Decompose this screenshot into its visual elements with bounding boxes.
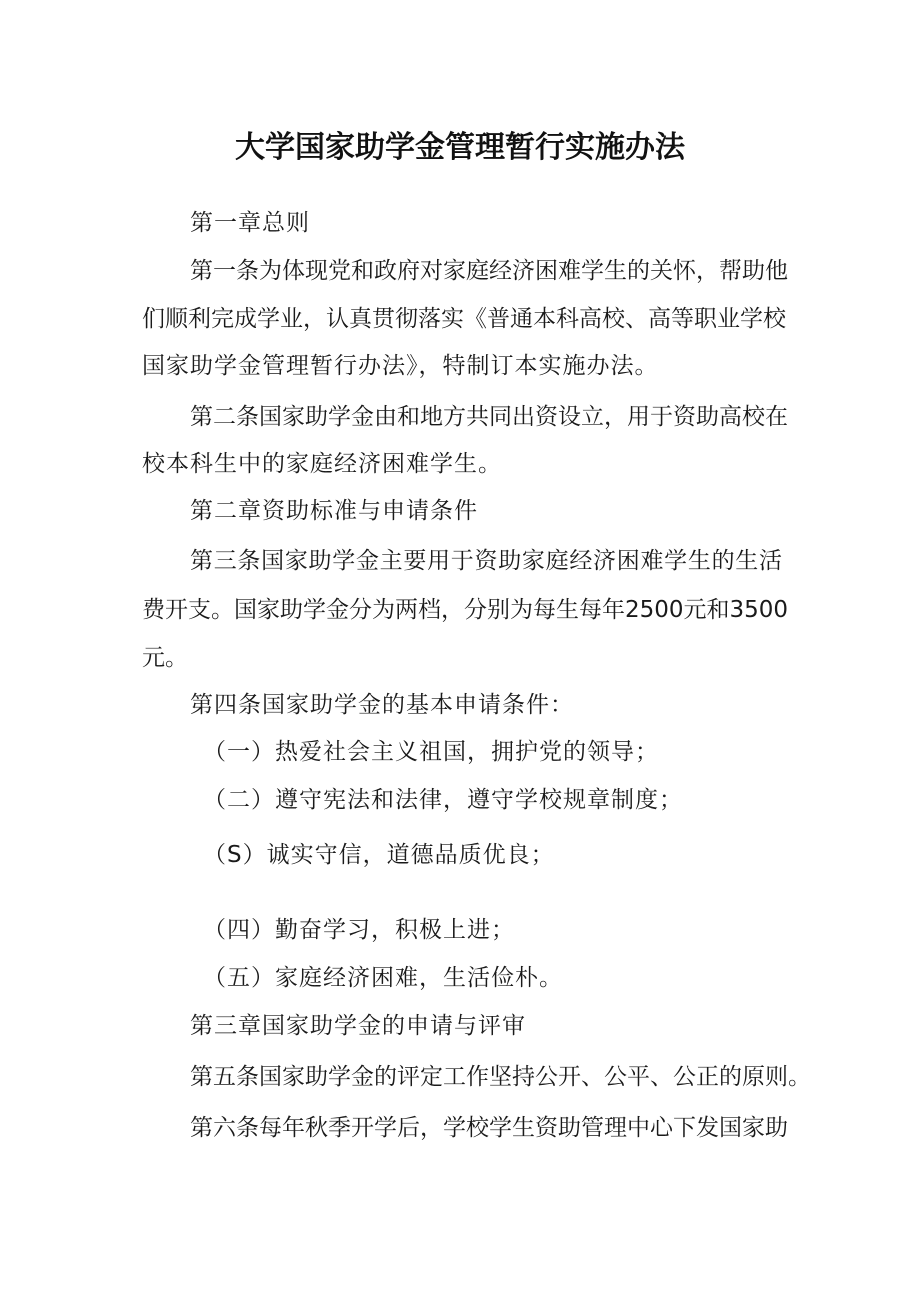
chapter-heading: 第二章资助标准与申请条件 [190,498,478,524]
chapter-heading: 第一章总则 [190,210,310,236]
paragraph-line: 第三条国家助学金主要用于资助家庭经济困难学生的生活 [190,548,782,574]
list-item: （S）诚实守信，道德品质优良； [203,842,555,868]
list-item: （一）热爱社会主义祖国，拥护党的领导； [203,739,659,765]
list-item: （四）勤奋学习，积极上进； [203,917,515,943]
list-item: （五）家庭经济困难，生活俭朴。 [203,965,563,991]
paragraph-line: 第二条国家助学金由和地方共同出资设立，用于资助高校在 [190,404,788,430]
paragraph-line: 第四条国家助学金的基本申请条件： [190,692,574,718]
paragraph-line: 校本科生中的家庭经济困难学生。 [142,451,502,477]
chapter-heading: 第三章国家助学金的申请与评审 [190,1013,526,1039]
list-item: （二）遵守宪法和法律，遵守学校规章制度； [203,787,683,813]
paragraph-line: 费开支。国家助学金分为两档，分别为每生每年2500元和3500 [142,597,789,623]
paragraph-line: 第六条每年秋季开学后，学校学生资助管理中心下发国家助 [190,1115,788,1141]
paragraph-line: 第五条国家助学金的评定工作坚持公开、公平、公正的原则。 [190,1064,811,1090]
paragraph-line: 们顺利完成学业，认真贯彻落实《普通本科高校、高等职业学校 [142,306,786,332]
paragraph-line: 元。 [142,645,188,671]
paragraph-line: 国家助学金管理暂行办法》，特制订本实施办法。 [142,353,659,379]
document-title: 大学国家助学金管理暂行实施办法 [235,130,685,165]
paragraph-line: 第一条为体现党和政府对家庭经济困难学生的关怀，帮助他 [190,258,788,284]
